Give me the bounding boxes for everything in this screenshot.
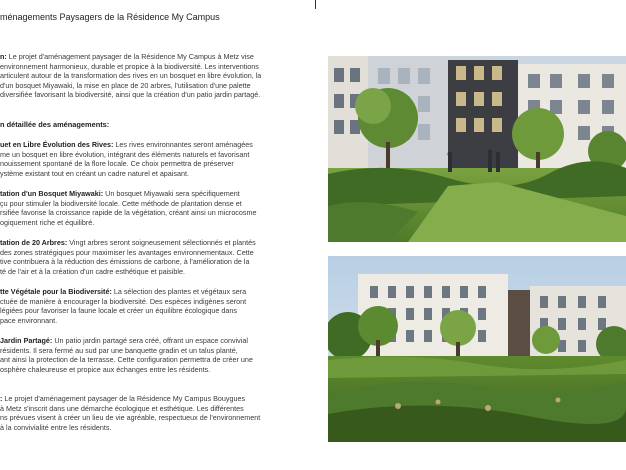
item-label: tation de 20 Arbres: <box>0 238 68 247</box>
item-jardin <box>0 336 253 374</box>
item-label: tte Végétale pour la Biodiversité: <box>0 287 112 296</box>
intro-line: d'un bosquet Miyawaki, la mise en place de 20 arbres, l'utilisation d'une palette <box>0 80 251 90</box>
item-label: Jardin Partagé: <box>0 336 53 345</box>
courtyard-render-image <box>328 56 626 242</box>
item-line: nouissement spontané de la flore locale. Ce choix permettra de préserver <box>0 159 234 169</box>
crop-mark <box>315 0 316 9</box>
item-label: tation d'un Bosquet Miyawaki: <box>0 189 104 198</box>
item-line: osphère chaleureuse et propice aux échanges entre les résidents. <box>0 364 211 374</box>
item-label: : <box>0 394 3 403</box>
item-line: des zones stratégiques pour maximiser les avantages environnementaux. Cette <box>0 247 254 257</box>
item-line: me un bosquet en libre évolution, intégrant des éléments naturels et favorisant <box>0 149 250 159</box>
item-line: uet en Libre Évolution des Rives: Les rives environnantes seront aménagées <box>0 140 253 149</box>
item-rives <box>0 140 253 178</box>
intro-label: n: <box>0 52 7 61</box>
item-line: : Le projet d'aménagement paysager de la Résidence My Campus Bouygues <box>0 394 246 403</box>
item-line: pace environnant. <box>0 315 58 325</box>
item-line: légiées pour favoriser la faune locale et créer un équilibre écologique dans <box>0 306 237 316</box>
section-heading: n détaillée des aménagements: <box>0 120 110 129</box>
item-line: ystème existant tout en créant un cadre naturel et apaisant. <box>0 168 189 178</box>
conclusion-paragraph <box>0 394 260 432</box>
intro-line: diversifiée favorisant la biodiversité, ainsi que la création d'un patio jardin partagé. <box>0 90 261 100</box>
item-label: uet en Libre Évolution des Rives: <box>0 140 114 149</box>
residence-render-image <box>328 256 626 442</box>
item-biodiversite <box>0 287 246 325</box>
item-line: tive contribuera à la réduction des émissions de carbone, à l'amélioration de la <box>0 257 250 267</box>
item-line: tte Végétale pour la Biodiversité: La sélection des plantes et végétaux sera <box>0 287 247 296</box>
item-line: résidents. Il sera fermé au sud par une banquette gradin et un talus planté, <box>0 345 238 355</box>
page-title: ménagements Paysagers de la Résidence My Campus <box>0 12 220 22</box>
item-line: ns prévues visent à créer un lieu de vie agréable, respectueux de l'environnement <box>0 413 261 423</box>
item-arbres <box>0 238 256 276</box>
item-line: à Metz s'inscrit dans une démarche écologique et esthétique. Les différentes <box>0 403 244 413</box>
item-line: à la convivialité entre les résidents. <box>0 422 112 432</box>
item-line: rsifiée favorise la croissance rapide de la végétation, créant ainsi un microcosme <box>0 208 257 218</box>
intro-line: environnement harmonieux, durable et propice à la biodiversité. Les interventions <box>0 61 259 71</box>
item-line: ctuée de manière à encourager la biodiversité. Des espèces indigènes seront <box>0 296 247 306</box>
item-line: tation de 20 Arbres: Vingt arbres seront soigneusement sélectionnés et plantés <box>0 238 256 247</box>
item-line: çu pour stimuler la biodiversité locale. Cette méthode de plantation dense et <box>0 198 242 208</box>
item-line: ogiquement riche et équilibré. <box>0 217 95 227</box>
item-line: ant ainsi la protection de la terrasse. Cette configuration permettra de créer une <box>0 355 253 365</box>
intro-paragraph <box>0 52 261 100</box>
item-miyawaki <box>0 189 256 227</box>
intro-line: articulent autour de la transformation des rives en un bosquet en libre évolution, la <box>0 71 262 81</box>
item-line: tation d'un Bosquet Miyawaki: Un bosquet Miyawaki sera spécifiquement <box>0 189 240 198</box>
intro-line: n: Le projet d'aménagement paysager de la Résidence My Campus à Metz vise <box>0 52 254 61</box>
item-line: Jardin Partagé: Un patio jardin partagé sera créé, offrant un espace convivial <box>0 336 248 345</box>
item-line: té de l'air et à la création d'un cadre esthétique et paisible. <box>0 266 185 276</box>
